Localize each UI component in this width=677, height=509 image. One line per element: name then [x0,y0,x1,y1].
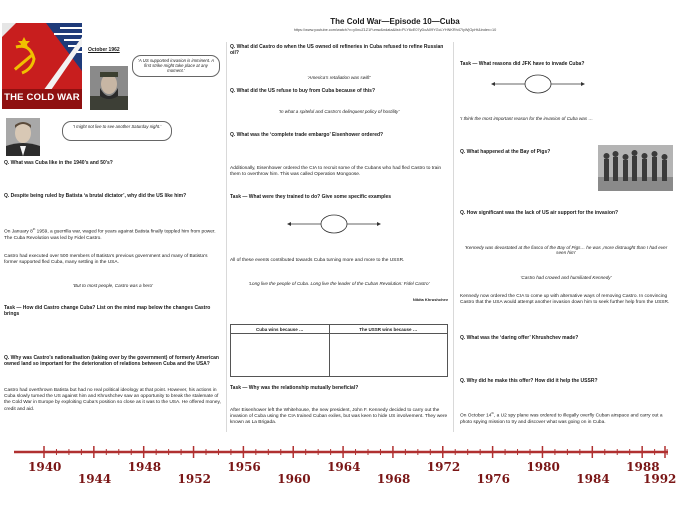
logo-text: THE COLD WAR [4,92,80,103]
timeline-year-1984: 1984 [576,472,610,486]
task-mutually-beneficial: Task — Why was the relationship mutually beneficial? [230,385,359,391]
timeline-year-1956: 1956 [227,460,261,474]
timeline-year-1960: 1960 [277,472,311,486]
question-oil-refineries: Q. What did Castro do when the US owned oil refineries in Cuba refused to refine Russian oil? [230,44,444,57]
timeline-year-1968: 1968 [376,472,411,486]
table-cell-ussr[interactable] [329,334,447,377]
paragraph-khrushchev-aid: Castro had overthrown Batista but had no real political ideology at that point. However, his actions in Cuba slowly turned the US against him and Khrushchev saw an opportunity to break the stalemate of the Cold War in Europe by exploiting Cuba’s position so close as it was to the USA. He offered money, credit and aid. [4,388,221,412]
mind-map-training [284,210,384,238]
kennedy-devastated-quote: ‘Kennedy was devastated at the fiasco of the Bay of Pigs… he was ,more distraught than I had ever seen him’ [464,245,668,255]
jfk-quote-bubble: ‘I might not live to see another Saturday night.’ [62,121,172,141]
retaliation-quote: ‘America’s retaliation was swift’ [307,75,371,80]
timeline-year-1972: 1972 [426,460,461,474]
task-jfk-reasons: Task — What reasons did JFK have to invade Cuba? [460,61,585,67]
table-header-cuba: Cuba wins because … [231,325,330,334]
hostility-quote: ‘In what a spiteful and Castro’s delinquent policy of hostility’ [278,109,400,114]
table-cell-cuba[interactable] [231,334,330,377]
question-trade-embargo: Q. What was the ‘complete trade embargo’ Eisenhower ordered? [230,132,384,138]
video-url[interactable]: https://www.youtube.com/watch?v=y0nuZ1Z1Fumw&ndata&list=PLY6cE07yDoA09YGcLYHNKRh47IyWjGpHt&index=10 [293,28,497,32]
timeline-year-1940: 1940 [28,460,62,474]
important-reason-quote: ‘I think the most important reason for the invasion of Cuba was … [460,116,594,121]
bay-of-pigs-photo [598,145,673,191]
castro-crowed-quote: ‘Castro had crowed and humiliated Kennedy’ [520,275,612,280]
paragraph-executions: Castro had executed over 500 members of Batista’s previous government and many of Batista’s former supported fled Cuba, many settling in the USA. [4,254,208,266]
paragraph-revolution: On January 8th 1959, a guerrilla war, waged for years against Batista finally toppled him from power. The Cuba Revolution was led by Fidel Castro. [4,227,216,241]
paragraph-turning-to-ussr: All of these events contributed towards Cuba turning more and more to the USSR. [230,258,405,263]
timeline-year-1944: 1944 [77,472,112,486]
timeline-year-1948: 1948 [127,460,162,474]
task-trained-to-do: Task — What were they trained to do? Give some specific examples [230,194,392,200]
page-title: The Cold War—Episode 10—Cuba [330,17,460,26]
question-air-support: Q. How significant was the lack of US air support for the invasion? [460,210,619,216]
question-nationalisation: Q. Why was Castro’s nationalisation (taking over by the government) of formerly American owned land so important for the deterioration of relations between Cuba and the USA? [4,355,219,368]
castro-hero-quote: ‘But to most people, Castro was a hero’ [72,283,154,288]
question-refuse-to-buy: Q. What did the US refuse to buy from Cuba because of this? [230,88,376,94]
jfk-photo [6,118,40,156]
paragraph-la-brigada: After Eisenhower left the Whitehouse, the new president, John F. Kennedy decided to carry out the invasion of Cuba using the CIA trained Cuban exiles, but was keen to hide US involvement. They were known as La Brigada. [230,408,448,426]
quote-attribution: Nikita Khrushchev [412,297,448,302]
mind-map-jfk-reasons [488,70,588,98]
date-label: October 1962 [88,47,120,53]
timeline-year-1980: 1980 [526,460,560,474]
table-header-ussr: The USSR wins because … [329,325,447,334]
paragraph-alternative-ways: Kennedy now ordered the CIA to come up with alternative ways of removing Castro. In convincing Castro that the USA would attempt another invasion down him to seek further help from the USSR. [460,294,670,306]
column-divider [453,42,454,432]
khrushchev-quote: ‘Long live the people of Cuba. Long live the leader of the Cuban Revolution: Fidel Castro’ [248,281,430,286]
question-cuba-1940s: Q. What was Cuba like in the 1940’s and 50’s? [4,160,113,166]
paragraph-u2-spy-plane: On October 14th, a U2 spy plane was ordered to illegally overfly Cuban airspace and carry out a photo spying mission to try and discover what was going on in Cuba. [460,411,663,425]
task-castro-changes: Task — How did Castro change Cuba? List on the mind map below the changes Castro brings [4,305,211,318]
timeline-year-1976: 1976 [476,472,511,486]
question-daring-offer: Q. What was the ‘daring offer’ Khrushchev made? [460,335,579,341]
castro-quote-bubble: ‘A US supported invasion is imminent. A first strike might take place at any moment.’ [132,55,220,77]
comparison-table [230,324,448,377]
question-bay-of-pigs: Q. What happened at the Bay of Pigs? [460,149,551,155]
timeline-year-1992: 1992 [643,472,677,486]
timeline-year-1964: 1964 [327,460,361,474]
timeline-year-1952: 1952 [177,472,211,486]
castro-photo [90,66,128,110]
question-why-offer: Q. Why did he make this offer? How did it help the USSR? [460,378,598,384]
timeline-year-1988: 1988 [626,460,660,474]
question-us-liked-batista: Q. Despite being ruled by Batista ‘a brutal dictator’, why did the US like him? [4,193,187,199]
paragraph-operation-mongoose: Additionally, Eisenhower ordered the CIA to recruit some of the Cubans who had fled Castro to train them to overthrow him. This was called Operation Mongoose. [230,166,442,178]
timeline [0,438,677,509]
column-divider [226,42,227,432]
